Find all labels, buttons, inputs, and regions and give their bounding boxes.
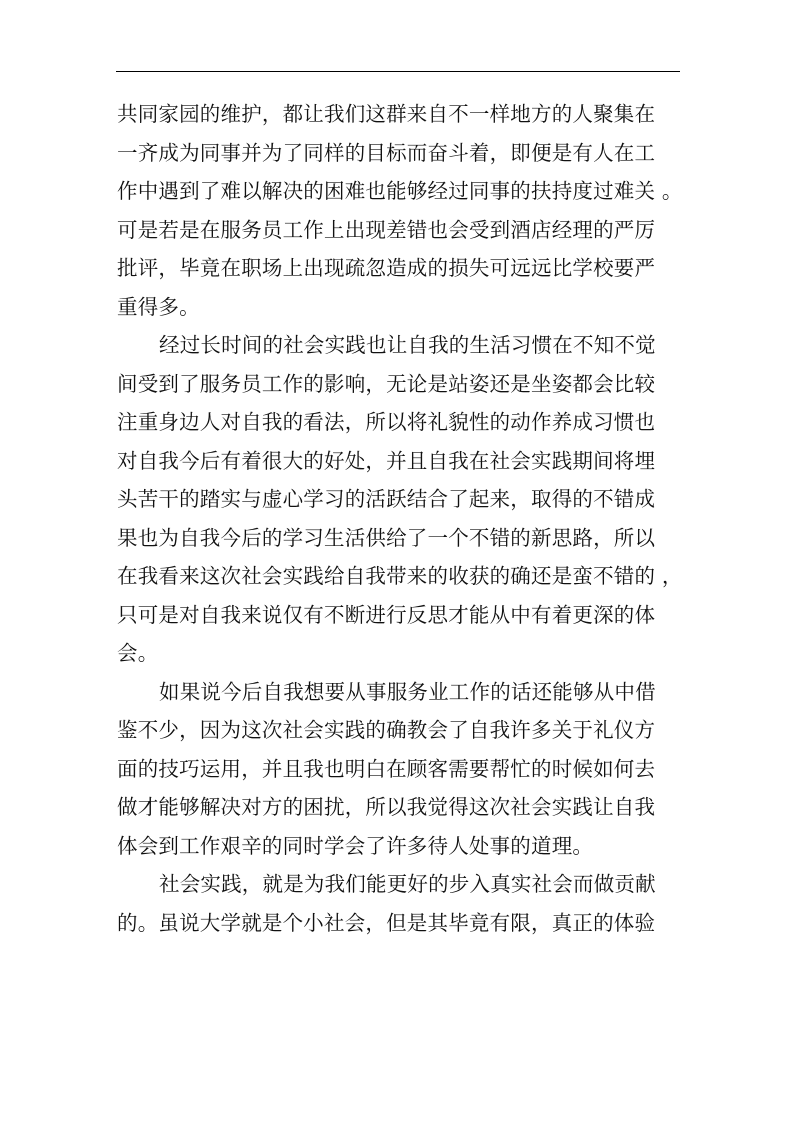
text-line: 作中遇到了难以解决的困难也能够经过同事的扶持度过难关 。: [117, 179, 683, 203]
paragraph-start-line: 如果说今后自我想要从事服务业工作的话还能够从中借: [159, 679, 656, 704]
text-line: 体会到工作艰辛的同时学会了许多待人处事的道理。: [117, 833, 594, 858]
text-line: 批评，毕竟在职场上出现疏忽造成的损失可远远比学校要严: [117, 256, 656, 280]
text-line: 注重身边人对自我的看法，所以将礼貌性的动作养成习惯也: [117, 410, 656, 434]
paragraph-start-line: 经过长时间的社会实践也让自我的生活习惯在不知不觉: [159, 333, 656, 357]
text-line: 的。虽说大学就是个小社会，但是其毕竟有限，真正的体验: [117, 910, 656, 935]
text-line: 只可是对自我来说仅有不断进行反思才能从中有着更深的体: [117, 602, 656, 627]
text-line: 对自我今后有着很大的好处，并且自我在社会实践期间将埋: [117, 448, 656, 473]
text-line: 头苦干的踏实与虚心学习的活跃结合了起来，取得的不错成: [117, 487, 656, 511]
text-line: 鉴不少，因为这次社会实践的确教会了自我许多关于礼仪方: [117, 718, 656, 742]
text-line: 可是若是在服务员工作上出现差错也会受到酒店经理的严厉: [117, 217, 656, 242]
text-line: 果也为自我今后的学习生活供给了一个不错的新思路，所以: [117, 525, 656, 550]
text-line: 共同家园的维护，都让我们这群来自不一样地方的人聚集在: [117, 102, 656, 126]
body-text: [117, 95, 687, 942]
text-line: 重得多。: [117, 294, 200, 319]
text-line: 面的技巧运用，并且我也明白在顾客需要帮忙的时候如何去: [117, 756, 656, 781]
header-rule: [116, 71, 680, 72]
text-line: 间受到了服务员工作的影响，无论是站姿还是坐姿都会比较: [117, 371, 656, 396]
paragraph-start-line: 社会实践，就是为我们能更好的步入真实社会而做贡献: [159, 872, 656, 896]
text-line: 在我看来这次社会实践给自我带来的收获的确还是蛮不错的 ，: [117, 564, 683, 588]
text-line: 会。: [117, 641, 159, 665]
text-line: 一齐成为同事并为了同样的目标而奋斗着，即便是有人在工: [117, 140, 656, 165]
text-line: 做才能够解决对方的困扰，所以我觉得这次社会实践让自我: [117, 795, 656, 819]
